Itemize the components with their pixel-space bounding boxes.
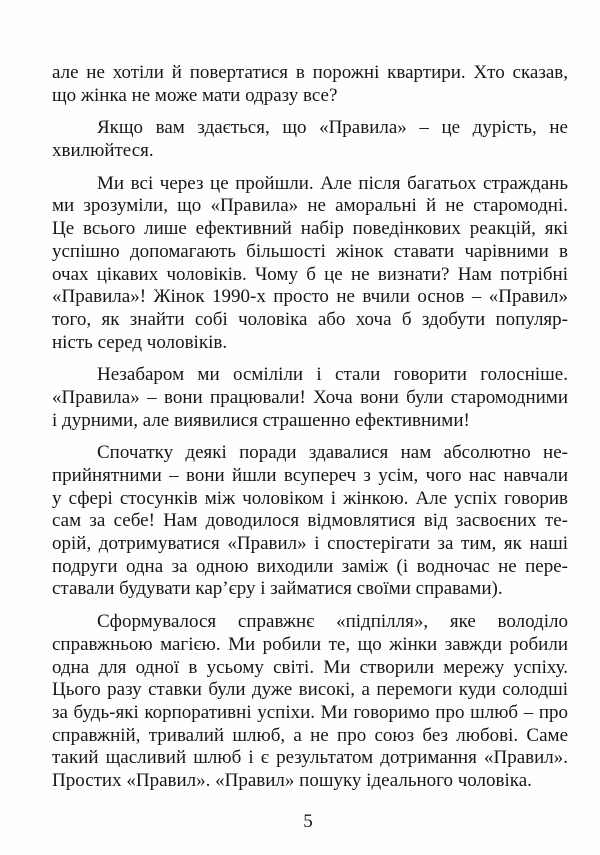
paragraph (52, 62, 568, 107)
text-line: ми зрозуміли, що «Правила» не аморальні й не старомодні. (52, 195, 568, 217)
text-line: «Правила»! Жінок 1990-х просто не вчили основ – «Правил» (52, 286, 568, 308)
text-line: справжній, тривалий шлюб, а не про союз без любові. Саме (52, 724, 568, 746)
text-line: успішно допомагають більшості жінок ставати чарівними в (52, 240, 568, 262)
text-line: Якщо вам здається, що «Правила» – це дурість, не (97, 117, 568, 139)
text-line: у сфері стосунків між чоловіком і жінкою. Але успіх говорив (52, 487, 568, 509)
text-line: одна для одної в усьому світі. Ми створили мережу успіху. (52, 656, 568, 678)
text-line: і дурними, але виявилися страшенно ефективними! (52, 409, 470, 431)
text-line: сам за себе! Нам доводилося відмовлятися від засвоєних те- (52, 510, 568, 532)
text-line: Спочатку деякі поради здавалися нам абсолютно не- (97, 442, 568, 464)
paragraph (52, 364, 568, 432)
text-line: але не хотіли й повертатися в порожні квартири. Хто сказав, (52, 62, 568, 83)
paragraph (52, 611, 568, 793)
text-line: за будь-які корпоративні успіхи. Ми говоримо про шлюб – про (52, 701, 568, 723)
text-line: орій, дотримуватися «Правил» і спостерігати за тим, як наші (52, 533, 568, 555)
page-number: 5 (303, 811, 313, 832)
paragraph (52, 117, 568, 162)
body-text (52, 62, 568, 803)
paragraph (52, 442, 568, 601)
paragraph (52, 173, 568, 355)
text-line: прийнятними – вони йшли всупереч з усім, чого нас навчали (52, 465, 568, 486)
text-line: «Правила» – вони працювали! Хоча вони були старомодними (52, 386, 568, 408)
text-line: Ми всі через це пройшли. Але після багатьох страждань (97, 172, 568, 194)
text-line: такий щасливий шлюб і є результатом дотримання «Правил». (52, 747, 568, 769)
text-line: справжньою магією. Ми робили те, що жінки завжди робили (52, 633, 568, 655)
text-line: того, як знайти собі чоловіка або хоча б здобути популяр- (52, 308, 568, 330)
text-line: подруги одна за одною виходили заміж (і водночас не пере- (52, 555, 568, 577)
text-line: ставали будувати кар’єру і займатися своїми справами). (52, 578, 503, 600)
text-line: ність серед чоловіків. (52, 331, 228, 353)
text-line: хвилюйтеся. (52, 140, 154, 162)
text-line: Це всього лише ефективний набір поведінкових реакцій, які (52, 218, 568, 240)
text-line: очах цікавих чоловіків. Чому б це не визнати? Нам потрібні (52, 263, 568, 285)
text-line: Цього разу ставки були дуже високі, а перемоги куди солодші (52, 679, 568, 701)
text-line: Сформувалося справжнє «підпілля», яке володіло (97, 611, 568, 633)
text-line: Незабаром ми осміліли і стали говорити голосніше. (97, 364, 568, 386)
text-line: що жінка не може мати одразу все? (52, 84, 338, 106)
text-line: Простих «Правил». «Правил» пошуку ідеального чоловіка. (52, 769, 532, 791)
